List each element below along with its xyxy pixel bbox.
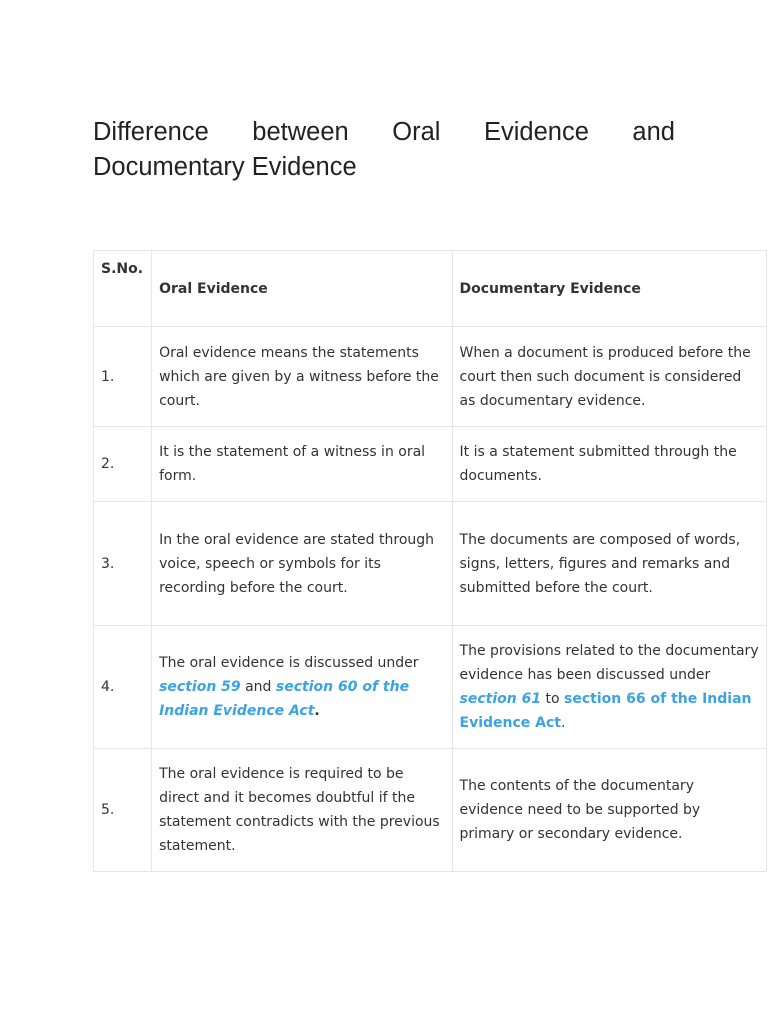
oral-text-2: and: [240, 679, 276, 695]
documentary-evidence-cell: The contents of the documentary evidence need to be supported by primary or secondary evidence.: [452, 749, 766, 872]
oral-evidence-cell: [152, 626, 452, 749]
documentary-evidence-cell: When a document is produced before the court then such document is considered as documentary evidence.: [452, 327, 766, 427]
comparison-table: [93, 250, 767, 872]
table-row: [94, 327, 767, 427]
documentary-evidence-cell: [452, 626, 766, 749]
title-word: Difference: [93, 118, 209, 146]
oral-evidence-cell: The oral evidence is required to be direct and it becomes doubtful if the statement contradicts with the previous statement.: [152, 749, 452, 872]
table-row: [94, 626, 767, 749]
row-number: 5.: [94, 749, 152, 872]
title-word: between: [252, 118, 349, 146]
doc-text-2: to: [541, 691, 565, 707]
row-number: 1.: [94, 327, 152, 427]
section-60-link[interactable]: section 60 of the Indian Evidence Act: [159, 679, 410, 719]
title-word: Evidence: [483, 118, 589, 146]
section-59-link[interactable]: section 59: [159, 679, 241, 695]
page-title: [93, 115, 675, 185]
table-row: [94, 749, 767, 872]
header-documentary-evidence: Documentary Evidence: [452, 251, 766, 327]
row-number: 4.: [94, 626, 152, 749]
page-title-line-1: [93, 115, 675, 150]
oral-evidence-cell: Oral evidence means the statements which are given by a witness before the court.: [152, 327, 452, 427]
title-word: and: [632, 118, 675, 146]
oral-text-3: .: [314, 703, 320, 719]
table-row: [94, 502, 767, 626]
header-oral-evidence: Oral Evidence: [152, 251, 452, 327]
section-66-link[interactable]: section 66 of the Indian Evidence Act: [459, 691, 752, 731]
page-title-line-2: Documentary Evidence: [93, 153, 357, 181]
table-row: [94, 427, 767, 502]
section-61-link[interactable]: section 61: [459, 691, 542, 707]
title-word: Oral: [392, 118, 441, 146]
documentary-evidence-cell: The documents are composed of words, signs, letters, figures and remarks and submitted before the court.: [452, 502, 766, 626]
oral-text-1: The oral evidence is discussed under: [159, 655, 419, 671]
doc-text-3: .: [560, 715, 566, 731]
documentary-evidence-cell: It is a statement submitted through the documents.: [452, 427, 766, 502]
row-number: 2.: [94, 427, 152, 502]
table-header-row: [94, 251, 767, 327]
row-number: 3.: [94, 502, 152, 626]
header-sno: S.No.: [94, 251, 152, 327]
oral-evidence-cell: In the oral evidence are stated through voice, speech or symbols for its recording before the court.: [152, 502, 452, 626]
doc-text-1: The provisions related to the documentary evidence has been discussed under: [459, 643, 759, 683]
oral-evidence-cell: It is the statement of a witness in oral form.: [152, 427, 452, 502]
